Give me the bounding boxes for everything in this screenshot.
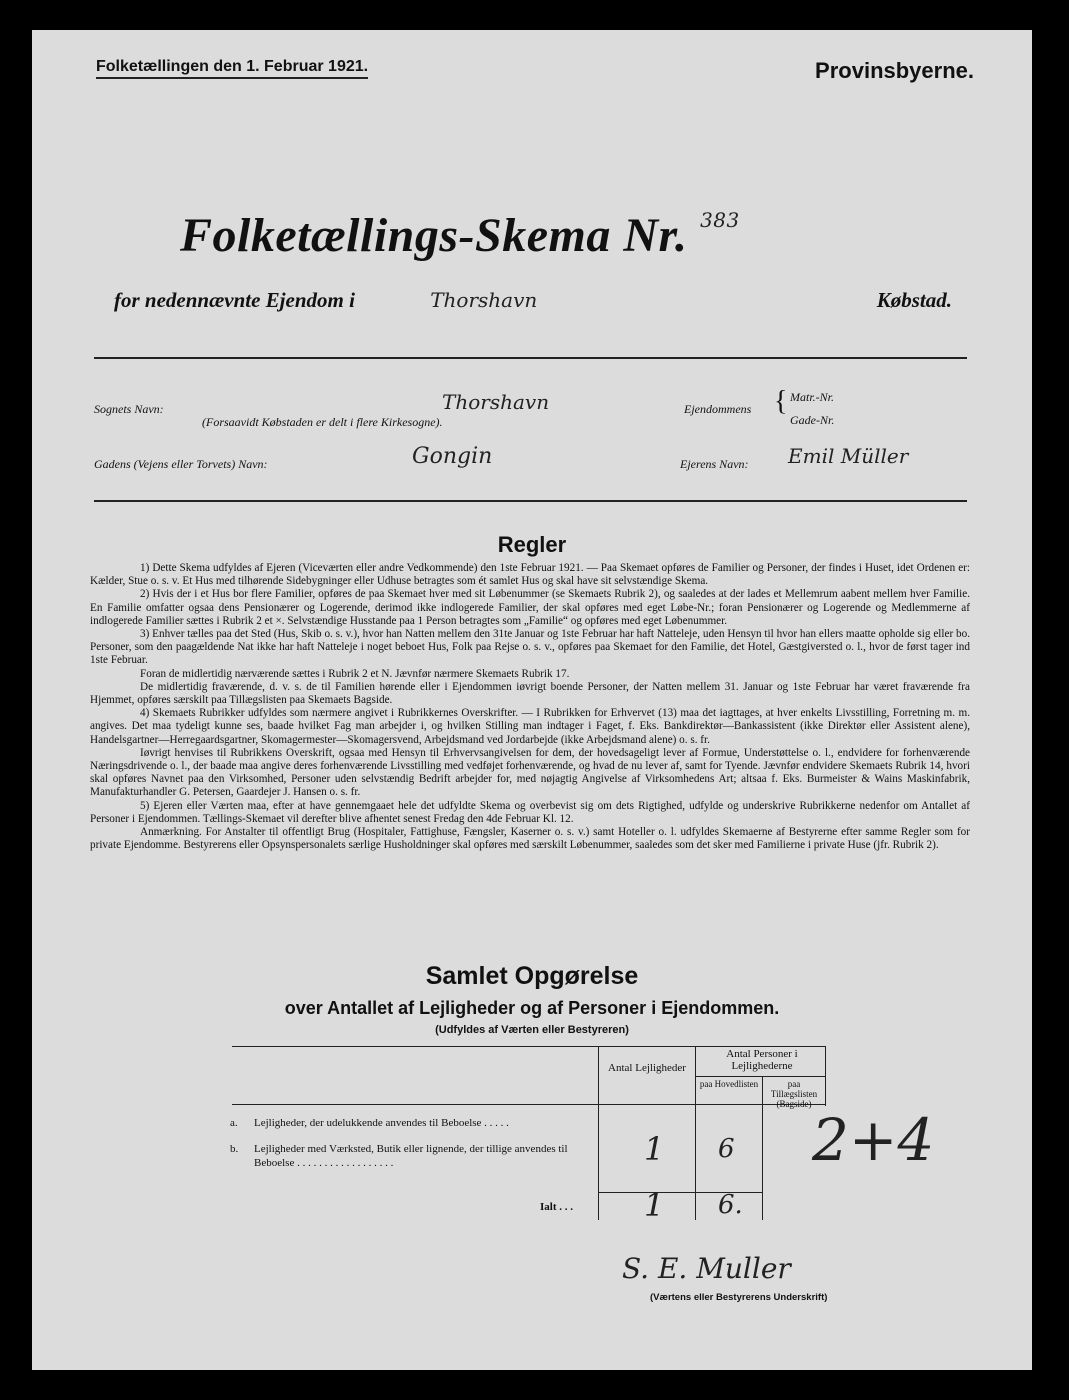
total-label: Ialt . . .: [540, 1201, 573, 1213]
brace-icon: {: [774, 386, 788, 417]
gade-nr-label: Gade-Nr.: [790, 413, 835, 427]
summary-heading: Samlet Opgørelse: [425, 962, 639, 990]
summary-note: (Udfyldes af Værten eller Bestyreren): [435, 1024, 629, 1036]
table-vline: [598, 1046, 599, 1220]
regler-paragraph: 2) Hvis der i et Hus bor flere Familier, opføres de paa Skemaet hver med sit Løbenummer (se Skemaets Rubrik 2), og saaledes at der lades et Mellemrum aabent mellem hver Familie. En Familie omfatter ogsaa dens Pensionærer og Logerende, derimod ikke indlogerede Familier, der skal opføres med eget Løbe-Nr.; foran Pensionærer og Logerende og Medlemmerne af indlogerede Familier sættes i Rubrik 2 et ×. Selvstændige Husstande paa 1 Person betragtes som „Familie“ og opføres med eget Løbenummer.: [90, 588, 970, 627]
region-header: Provinsbyerne.: [815, 58, 974, 83]
sogn-note: (Forsaavidt Købstaden er delt i flere Kirkesogne).: [202, 415, 443, 429]
table-vline: [825, 1046, 826, 1106]
total-hovedlisten: 6.: [718, 1190, 743, 1220]
row-b-tillaegslisten: 2+4: [812, 1106, 935, 1174]
form-subtitle: [114, 288, 537, 313]
regler-paragraph: 3) Enhver tælles paa det Sted (Hus, Skib o. s. v.), hvor han Natten mellem den 31te Januar og 1ste Februar har haft Natteleje, uden Hensyn til hvor han ellers maatte opholde sig eller bo. Personer, som den paagældende Nat ikke har haft Natteleje i noget beboet Hus, Folk paa Rejse o. s. v., opføres paa Skemaet for den Familie, det Hotel, Gæstgiversted o. l., hvor de først tager ind 1ste Februar.: [90, 628, 970, 667]
form-number-handwritten: 383: [700, 208, 740, 232]
regler-heading: Regler: [497, 532, 567, 557]
sogn-label: Sognets Navn:: [94, 402, 164, 416]
divider-top: [94, 357, 967, 359]
regler-body: [90, 562, 970, 852]
form-title-text: Folketællings-Skema Nr.: [180, 209, 688, 262]
ejer-value-handwritten: Emil Müller: [788, 444, 909, 468]
census-date-header: Folketællingen den 1. Februar 1921.: [96, 58, 368, 79]
summary-subheading: over Antallet af Lejligheder og af Personer i Ejendommen.: [284, 998, 780, 1018]
ejendom-label: Ejendommens: [684, 402, 752, 416]
col-tillaegslisten: paa Tillægslisten (Bagside): [770, 1079, 818, 1109]
signature-caption: (Værtens eller Bestyrerens Underskrift): [650, 1292, 828, 1303]
regler-paragraph: Anmærkning. For Anstalter til offentligt Brug (Hospitaler, Fattighuse, Fængsler, Kaserner o. s. v.) samt Hoteller o. l. udfyldes Skemaerne af Bestyrerne efter samme Regler som for private Ejendomme. Bestyrerens eller Opsynspersonalets særlige Husholdninger skal opføres med særskilt Løbenummer, saaledes som det sker med Familierne i private Huse (jfr. Rubrik 2).: [90, 826, 970, 852]
regler-paragraph: Foran de midlertidig nærværende sættes i Rubrik 2 et N. Jævnfør nærmere Skemaets Rubrik 17.: [140, 667, 570, 680]
regler-paragraph: Iøvrigt henvises til Rubrikkens Overskrift, ogsaa med Hensyn til Erhvervsangivelsen for dem, der hovedsageligt lever af Formue, Understøttelse o. l., endvidere for forhenværende Næringsdrivende o. l., der baade maa angive deres forhenværende Livsstilling med vedføjet forhenværende, og hvad de nu lever af, samt for Tyende. Jævnfør endvidere Skemaets Rubrik 14, hvori skal opføres Navnet paa den Virksomhed, Personer uden selvstændig Bedrift arbejder for, med nøjagtig Angivelse af Virksomhedens Art; altsaa f. Eks. Burmeister & Wains Maskinfabrik, Manufakturhandler G. Petersen, Gaardejer J. Hansen o. s. fr.: [90, 746, 970, 799]
col-hovedlisten: paa Hovedlisten: [699, 1079, 759, 1089]
signature-handwritten: S. E. Muller: [622, 1252, 791, 1285]
total-lejligheder: 1: [644, 1186, 665, 1224]
gade-value-handwritten: Gongin: [412, 444, 493, 469]
divider-middle: [94, 500, 967, 502]
kobstad-label: Købstad.: [876, 288, 952, 312]
town-handwritten: Thorshavn: [430, 288, 538, 312]
regler-paragraph: 4) Skemaets Rubrikker udfyldes som nærmere angivet i Rubrikkernes Overskrifter. — I Rubrikken for Erhvervet (13) maa det iagttages, at hver enkelts Livsstilling, Forretning m. m. angives. Det maa tydeligt kunne ses, baade hvilket Fag man arbejder i, og hvilken Stilling man indtager i Faget, f. Eks. Bankdirektør—Bankassistent (ikke Direktør eller Assistent alene), Handelsgartner—Herregaardsgartner, Skomagermester—Skomagersvend, Arbejdsmand ved Jordarbejde (ikke Arbejdsmand alene) o. s. fr.: [90, 707, 970, 746]
form-title: [180, 208, 740, 263]
census-form-page: [32, 30, 1032, 1370]
row-b-hovedlisten: 6: [718, 1134, 735, 1164]
gade-label: Gadens (Vejens eller Torvets) Navn:: [94, 457, 268, 471]
table-sub-rule: [695, 1076, 825, 1077]
regler-paragraph: 5) Ejeren eller Værten maa, efter at have gennemgaaet hele det udfyldte Skema og overbevist sig om dets Rigtighed, udfylde og underskrive Rubrikkerne nedenfor om Antallet af Personer i Ejendommen. Tællings-Skemaet vil derefter blive afhentet senest Fredag den 4de Februar Kl. 12.: [90, 799, 970, 825]
subtitle-text: for nedennævnte Ejendom i: [114, 288, 355, 312]
table-top-rule: [232, 1046, 825, 1047]
row-b-key: b.: [230, 1143, 239, 1155]
table-header-rule: [232, 1104, 825, 1105]
table-vline: [695, 1046, 696, 1220]
regler-paragraph: 1) Dette Skema udfyldes af Ejeren (Viceværten eller andre Vedkommende) den 1ste Februar 1921. — Paa Skemaet opføres de Familier og Personer, der findes i Huset, idet Ordenen er: Kælder, Stue o. s. v. Et Hus med tilhørende Sidebygninger eller Udhuse betragtes som ét samlet Hus og skal have sit selvstændige Skema.: [90, 562, 970, 588]
col-antal-personer: Antal Personer i Lejlighederne: [726, 1048, 798, 1072]
row-a-label: Lejligheder, der udelukkende anvendes til Beboelse . . . . .: [254, 1117, 509, 1129]
sogn-value-handwritten: Thorshavn: [442, 390, 550, 414]
ejer-label: Ejerens Navn:: [680, 457, 749, 471]
row-b-lejligheder: 1: [644, 1130, 665, 1168]
table-vline: [762, 1076, 763, 1220]
row-a-key: a.: [230, 1117, 238, 1129]
matr-label: Matr.-Nr.: [790, 390, 835, 404]
row-b-label: Lejligheder med Værksted, Butik eller lignende, der tillige anvendes til Beboelse . . . . . . . . . . . . . . . . . .: [254, 1143, 568, 1169]
regler-paragraph: De midlertidig fraværende, d. v. s. de til Familien hørende eller i Ejendommen iøvrigt boende Personer, der Natten mellem 31. Januar og 1ste Februar har været fraværende fra Hjemmet, opføres særskilt paa Tillægslisten paa Skemaets Bagside.: [90, 680, 970, 707]
col-antal-lejligheder: Antal Lejligheder: [608, 1062, 686, 1074]
